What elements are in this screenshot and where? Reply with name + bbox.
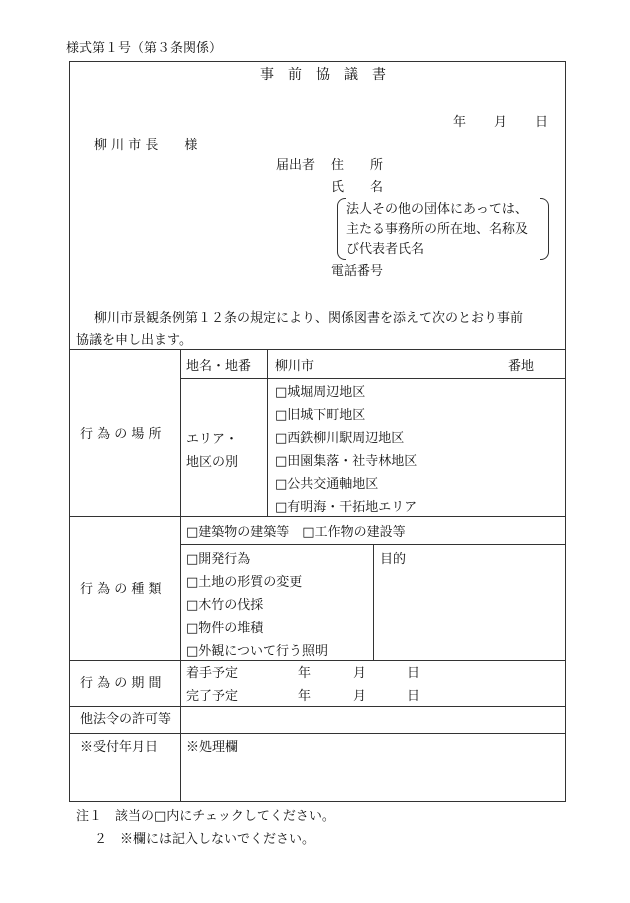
body-line-2: 協議を申し出ます。 <box>76 333 192 348</box>
note-bracket-right <box>540 198 549 260</box>
period-end-day: 日 <box>407 689 421 704</box>
type-checkbox-building[interactable]: □建築物の建築等 □工作物の建設等 <box>186 525 406 540</box>
period-label: 行 為 の 期 間 <box>80 676 162 691</box>
area-checkbox-transit[interactable]: □公共交通軸地区 <box>275 477 379 492</box>
lot-label: 番地 <box>508 359 535 374</box>
applicant-label: 届出者 <box>276 158 316 173</box>
type-checkbox-tree-cutting[interactable]: □木竹の伐採 <box>186 598 264 613</box>
area-checkbox-castle-moat[interactable]: □城堀周辺地区 <box>275 385 366 400</box>
period-end-label: 完了予定 <box>186 689 239 704</box>
location-sub-column-line <box>267 349 268 516</box>
type-bottom-line <box>69 660 566 661</box>
area-checkbox-station[interactable]: □西鉄柳川駅周辺地区 <box>275 431 405 446</box>
location-label: 行 為 の 場 所 <box>80 427 162 442</box>
period-start-month: 月 <box>353 666 367 681</box>
body-line-1: 柳川市景観条例第１２条の規定により、関係図書を添えて次のとおり事前 <box>94 311 524 326</box>
note-2: ２ ※欄には記入しないでください。 <box>94 832 316 847</box>
phone-label: 電話番号 <box>331 264 384 279</box>
addressee: 柳 川 市 長 様 <box>94 138 198 153</box>
corp-note-line-1: 法人その他の団体にあっては、 <box>346 202 528 217</box>
corp-note-line-3: び代表者氏名 <box>346 242 425 257</box>
other-permits-label: 他法令の許可等 <box>80 712 172 727</box>
corp-note-line-2: 主たる事務所の所在地、名称及 <box>346 222 529 237</box>
period-start-day: 日 <box>407 666 421 681</box>
location-bottom-line <box>69 516 566 517</box>
period-end-month: 月 <box>353 689 367 704</box>
area-label-line-2: 地区の別 <box>186 455 239 470</box>
permits-bottom-line <box>69 733 566 734</box>
type-checkbox-lighting[interactable]: □外観について行う照明 <box>186 644 329 659</box>
form-title: 事 前 協 議 書 <box>260 67 386 83</box>
type-checkbox-development[interactable]: □開発行為 <box>186 552 251 567</box>
area-checkbox-rural[interactable]: □田園集落・社寺林地区 <box>275 454 418 469</box>
note-1: 注１ 該当の□内にチェックしてください。 <box>76 809 335 824</box>
type-label: 行 為 の 種 類 <box>80 582 162 597</box>
address-label: 住 所 <box>331 158 384 173</box>
period-start-year: 年 <box>298 666 312 681</box>
name-label: 氏 名 <box>331 180 384 195</box>
type-checkbox-land-change[interactable]: □土地の形質の変更 <box>186 575 303 590</box>
city-label: 柳川市 <box>275 359 315 374</box>
date-day-label: 日 <box>535 115 549 130</box>
purpose-column-line <box>373 544 374 660</box>
period-end-year: 年 <box>298 689 312 704</box>
form-number: 様式第１号（第３条関係） <box>66 41 223 56</box>
area-checkbox-old-town[interactable]: □旧城下町地区 <box>275 408 366 423</box>
date-month-label: 月 <box>494 115 508 130</box>
address-field-label: 地名・地番 <box>186 359 252 374</box>
processing-label: ※処理欄 <box>186 740 239 755</box>
area-checkbox-ariake[interactable]: □有明海・干拓地エリア <box>275 500 418 515</box>
date-year-label: 年 <box>453 115 467 130</box>
location-row-line <box>180 378 566 379</box>
type-checkbox-stockpile[interactable]: □物件の堆積 <box>186 621 264 636</box>
receipt-date-label: ※受付年月日 <box>80 740 159 755</box>
period-start-label: 着手予定 <box>186 666 239 681</box>
purpose-label: 目的 <box>380 552 407 567</box>
label-column-line <box>180 349 181 802</box>
area-label-line-1: エリア・ <box>186 432 239 447</box>
note-bracket-left <box>337 198 346 260</box>
period-bottom-line <box>69 706 566 707</box>
table-top-line <box>69 349 566 350</box>
